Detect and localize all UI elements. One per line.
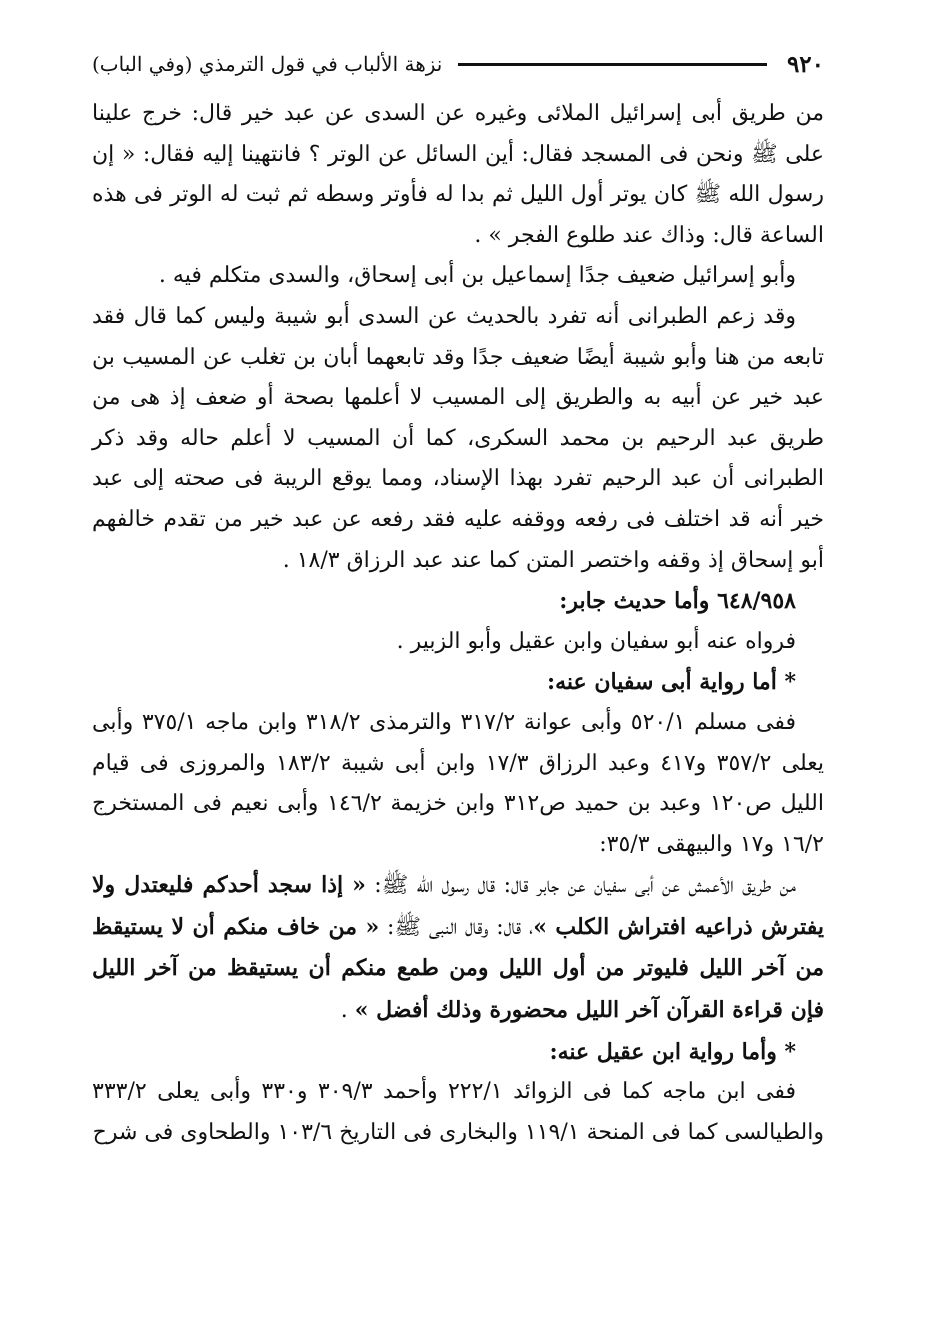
paragraph-tabarani-claim: وقد زعم الطبرانى أنه تفرد بالحديث عن السدى أبو شيبة وليس كما قال فقد تابعه من هنا وأبو شيبة أيضًا ضعيف جدًا وقد تابعهما أبان بن تغلب عن المسيب بن عبد خير عن أبيه به والطريق إلى المسيب لا أعلمها بصحة أو ضعف إذ هى من طريق عبد الرحيم بن محمد السكرى، كما أن المسيب لا أعلم حاله وقد ذكر الطبرانى أن عبد الرحيم تفرد بهذا الإسناد، ومما يوقع الريبة فى صحته إلى عبد خير أنه قد اختلف فى رفعه ووقفه عليه فقد رفعه عن عبد خير من تقدم خالفهم أبو إسحاق إذ وقفه واختصر المتن كما عند عبد الرزاق ١٨/٣ . — [92, 303, 824, 573]
heading-jabir-hadith: ٦٤٨/٩٥٨ وأما حديث جابر: — [559, 588, 796, 615]
hadith-mid: ، قال: وقال النبى ﷺ: — [379, 914, 534, 940]
heading-ibn-aqil: * وأما رواية ابن عقيل عنه: — [549, 1038, 796, 1065]
paragraph-abu-sufyan-sources: ففى مسلم ٥٢٠/١ وأبى عوانة ٣١٧/٢ والترمذى ٣١٨/٢ وابن ماجه ٣٧٥/١ وأبى يعلى ٣٥٧/٢ و٤١٧ وعبد الرزاق ١٧/٣ وابن أبى شيبة ١٨٣/٢ والمروزى فى قيام الليل ص١٢٠ وعبد بن حميد ص٣١٢ وابن خزيمة ١٤٦/٢ وأبى نعيم فى المستخرج ١٦/٢ و١٧ والبيهقى ٣٥/٣: — [92, 709, 824, 857]
book-page — [92, 44, 824, 1153]
paragraph-hadith-text — [92, 865, 824, 1031]
paragraph-hadith-ali: من طريق أبى إسرائيل الملائى وغيره عن السدى عن عبد خير قال: خرج علينا على ﷺ ونحن فى المسجد فقال: أين السائل عن الوتر ؟ فانتهينا إليه فقال: « إن رسول الله ﷺ كان يوتر أول الليل ثم بدا له فأوتر وسطه ثم ثبت له الوتر فى هذه الساعة قال: وذاك عند طلوع الفجر » . — [92, 101, 824, 248]
hadith-quote-sujud: « إذا سجد أحدكم فليعتدل ولا يفترش ذراعيه افتراش الكلب » — [92, 872, 824, 940]
paragraph-ibn-aqil-sources: ففى ابن ماجه كما فى الزوائد ٢٢٢/١ وأحمد ٣٠٩/٣ و٣٣٠ وأبى يعلى ٣٣٣/٢ والطيالسى كما فى المنحة ١١٩/١ والبخارى فى التاريخ ١٠٣/٦ والطحاوى فى شرح — [92, 1079, 824, 1145]
hadith-end: . — [340, 998, 355, 1024]
page-number: ٩٢٠ — [786, 50, 824, 78]
paragraph-abu-israil: وأبو إسرائيل ضعيف جدًا إسماعيل بن أبى إسحاق، والسدى متكلم فيه . — [158, 263, 796, 289]
running-title: نزهة الألباب في قول الترمذي (وفي الباب) — [92, 52, 443, 76]
page-header — [92, 44, 824, 84]
paragraph-jabir-narrators: فرواه عنه أبو سفيان وابن عقيل وأبو الزبير . — [396, 628, 796, 654]
header-rule — [458, 63, 767, 66]
hadith-quote-witr: « من خاف منكم أن لا يستيقظ من آخر الليل فليوتر من أول الليل ومن طمع منكم أن يستيقظ من آخر الليل فإن قراءة القرآن آخر الليل محضورة وذلك أفضل » — [92, 913, 824, 1024]
heading-abu-sufyan: * أما رواية أبى سفيان عنه: — [547, 669, 796, 696]
hadith-intro: من طريق الأعمش عن أبى سفيان عن جابر قال: قال رسول الله ﷺ: — [365, 873, 796, 899]
